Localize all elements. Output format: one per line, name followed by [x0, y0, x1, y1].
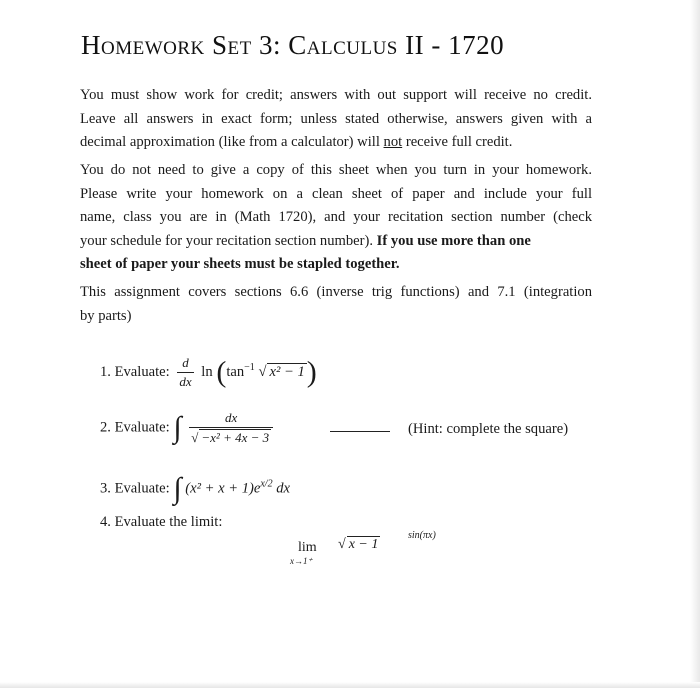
text-line — [80, 253, 592, 277]
instructions-paragraph-1 — [80, 84, 592, 155]
text-line — [80, 131, 592, 155]
sqrt-sign: √ — [258, 363, 267, 380]
lim-subscript: x→1⁺ — [290, 556, 313, 566]
limit-base: √ x − 1 — [338, 537, 379, 552]
instructions-paragraph-2 — [80, 159, 592, 277]
integral-sign: ∫ — [173, 472, 182, 505]
exponent: x/2 — [260, 478, 273, 490]
text-line: name, class you are in (Math 1720), and your recitation section number (check — [80, 209, 592, 225]
fraction-denominator: dx — [179, 374, 192, 389]
text-line: Leave all answers in exact form; unless stated otherwise, answers given with a — [80, 110, 592, 127]
ln-function: ln — [201, 363, 213, 380]
sqrt-radicand: x² − 1 — [269, 363, 305, 380]
integral-sign: ∫ — [173, 411, 182, 444]
text-segment: decimal approximation (like from a calculator) will — [80, 134, 384, 150]
text-line: You must show work for credit; answers with out support will receive no credit. — [80, 87, 592, 103]
integrand-fraction — [189, 410, 273, 446]
hint-text: (Hint: complete the square) — [408, 421, 569, 437]
derivative-operator — [177, 355, 193, 390]
problem-1 — [100, 355, 317, 390]
text-segment: your schedule for your recitation section number). — [80, 232, 377, 249]
text-line: by parts) — [80, 307, 132, 324]
text-line: Please write your homework on a clean sheet of paper and include your full — [80, 185, 592, 202]
fraction-denominator: √ −x² + 4x − 3 — [191, 430, 270, 445]
text-segment: receive full credit. — [402, 134, 513, 150]
underlined-word: not — [383, 134, 403, 150]
page-edge-shadow — [0, 682, 700, 688]
limit-exponent: sin(πx) — [408, 530, 436, 541]
sqrt-radicand: x − 1 — [348, 537, 379, 552]
text-line: You do not need to give a copy of this sheet when you turn in your homework. — [80, 162, 592, 178]
instructions-paragraph-3 — [80, 281, 592, 328]
lim-operator: lim — [298, 540, 317, 555]
problem-label: 4. Evaluate the limit: — [100, 514, 223, 530]
problem-3 — [100, 474, 290, 504]
open-paren: ( — [216, 355, 227, 389]
text-line: This assignment covers sections 6.6 (inverse trig functions) and 7.1 (integration — [80, 284, 592, 300]
fraction-numerator: d — [177, 355, 193, 373]
page-title: Homework Set 3: Calculus II - 1720 — [81, 30, 505, 60]
bold-text: sheet of paper your sheets must be stapled together. — [80, 256, 400, 272]
problem-label: 2. Evaluate: — [100, 419, 170, 436]
problem-label: 3. Evaluate: — [100, 480, 170, 497]
close-paren: ) — [306, 355, 317, 389]
differential: dx — [276, 480, 291, 497]
tan-function: tan — [226, 363, 245, 380]
bold-text: If you use more than one — [376, 232, 531, 249]
problem-2 — [100, 410, 277, 446]
integrand-expression: (x² + x + 1)e — [185, 480, 261, 497]
text-line — [80, 230, 592, 254]
answer-blank-line — [330, 431, 390, 432]
problem-4 — [100, 514, 222, 531]
inverse-exponent: −1 — [244, 361, 255, 373]
sqrt-radicand: −x² + 4x − 3 — [201, 430, 270, 445]
page-edge-shadow — [690, 0, 700, 688]
fraction-numerator: dx — [189, 410, 273, 428]
problem-label: 1. Evaluate: — [100, 363, 170, 380]
